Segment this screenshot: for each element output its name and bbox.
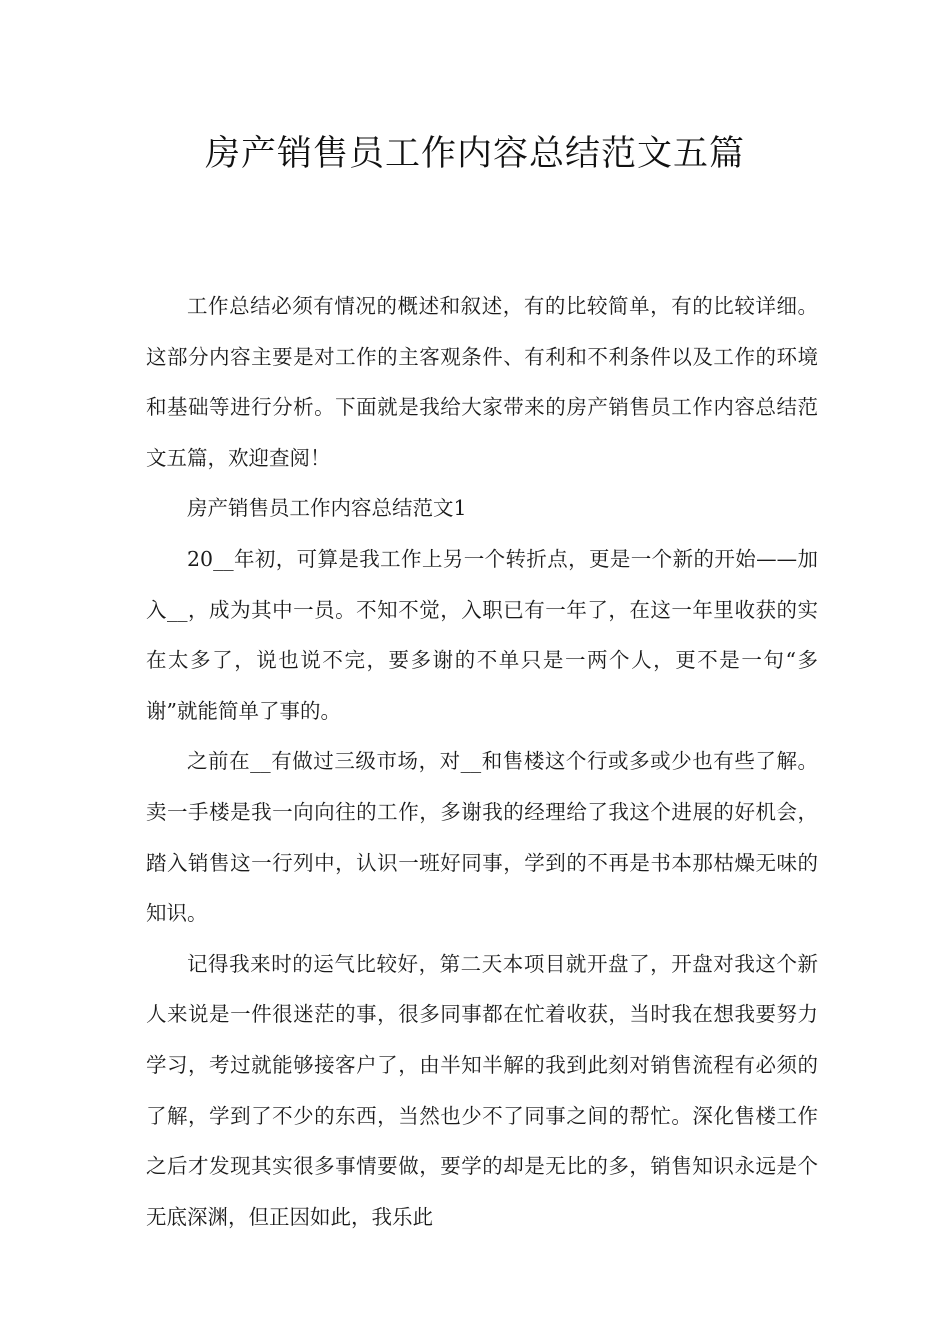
intro-paragraph: 工作总结必须有情况的概述和叙述，有的比较简单，有的比较详细。这部分内容主要是对工作的主客观条件、有利和不利条件以及工作的环境和基础等进行分析。下面就是我给大家带来的房产销售员工作内容总结范文五篇，欢迎查阅！ xyxy=(146,294,818,470)
body-paragraph: 20__年初，可算是我工作上另一个转折点，更是一个新的开始——加入__，成为其中一员。不知不觉，入职已有一年了，在这一年里收获的实在太多了，说也说不完，要多谢的不单只是一两个人，更不是一句“多谢”就能简单了事的。 xyxy=(146,546,818,723)
body-paragraph: 之前在__有做过三级市场，对__和售楼这个行或多或少也有些了解。卖一手楼是我一向向往的工作，多谢我的经理给了我这个进展的好机会，踏入销售这一行列中，认识一班好同事，学到的不再是书本那枯燥无味的知识。 xyxy=(146,749,818,926)
section-heading: 房产销售员工作内容总结范文1 xyxy=(187,496,467,521)
document-body xyxy=(146,281,818,1242)
document-title: 房产销售员工作内容总结范文五篇 xyxy=(204,134,745,174)
body-paragraph: 记得我来时的运气比较好，第二天本项目就开盘了，开盘对我这个新人来说是一件很迷茫的事，很多同事都在忙着收获，当时我在想我要努力学习，考过就能够接客户了，由半知半解的我到此刻对销售流程有必须的了解，学到了不少的东西，当然也少不了同事之间的帮忙。深化售楼工作之后才发现其实很多事情要做，要学的却是无比的多，销售知识永远是个无底深渊，但正因如此，我乐此 xyxy=(146,951,818,1229)
